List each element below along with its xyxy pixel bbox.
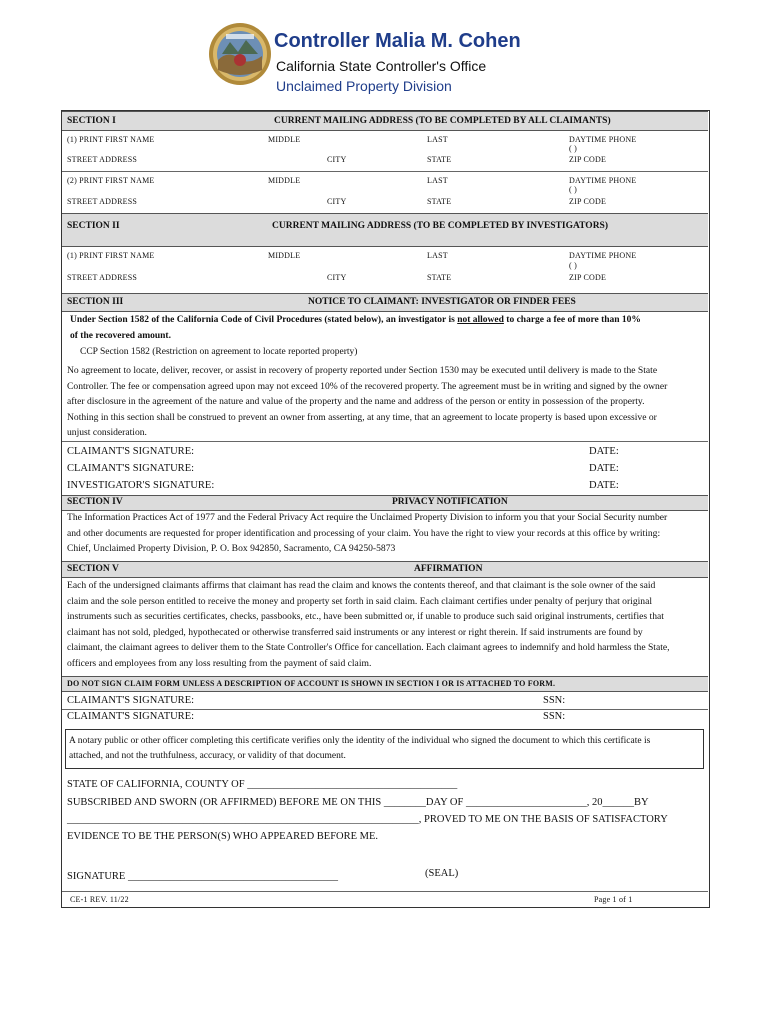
- section-3-title: NOTICE TO CLAIMANT: INVESTIGATOR OR FINDER FEES: [308, 297, 576, 307]
- claimant-1-first-name-label[interactable]: (1) PRINT FIRST NAME: [67, 135, 155, 144]
- affirmation-text: Each of the undersigned claimants affirms that claimant has read the claim and knows the contents thereof, and that claimant is the sole owner of the said claim and the sole person entitled to receive the money and property set forth in said claim. Each claimant certifies under penalty of perjury that original instruments such as securities certificates, checks, passbooks, etc., have been submitted or, if unable to produce such said original instruments, certifies that claimant has not sold, pledged, hypothecated or otherwise transferred said instruments or any interest or right therein. If said instruments are found by claimant, the claimant agrees to deliver them to the State Controller's Office for cancellation. Each claimant agrees to indemnify and hold harmless the State, officers and employees from any loss resulting from the payment of said claim.: [67, 580, 670, 669]
- claimant-2-middle-label[interactable]: MIDDLE: [268, 176, 301, 185]
- section-2-label: SECTION II: [67, 221, 120, 231]
- investigator-fee-notice-cont: of the recovered amount.: [70, 331, 171, 341]
- ccp-section-title: CCP Section 1582 (Restriction on agreement to locate reported property): [80, 347, 358, 357]
- claimant-2-street-label[interactable]: STREET ADDRESS: [67, 197, 137, 206]
- notary-county-line[interactable]: STATE OF CALIFORNIA, COUNTY OF ________________________________________: [67, 779, 458, 790]
- investigator-street-label[interactable]: STREET ADDRESS: [67, 273, 137, 282]
- claimant-signature-1-label[interactable]: CLAIMANT'S SIGNATURE:: [67, 446, 195, 457]
- investigator-zip-label[interactable]: ZIP CODE: [569, 273, 607, 282]
- claimant-1-state-label[interactable]: STATE: [427, 155, 452, 164]
- notary-disclaimer-box: [65, 729, 704, 769]
- privacy-notification-text: The Information Practices Act of 1977 and the Federal Privacy Act require the Unclaimed Property Division to inform you that your Social Security number and other documents are requested for proper identification and processing of your claim. You have the right to view your records at this office by writing: Chief, Unclaimed Property Division, P. O. Box 942850, Sacramento, CA 94250-5873: [67, 512, 668, 555]
- california-state-seal-icon: [208, 20, 272, 90]
- notary-proved-line[interactable]: ___________________________________________________________________, PROVED TO ME ON THE BASIS OF SATISFACTORY: [67, 814, 668, 825]
- claimant-signature-2-label[interactable]: CLAIMANT'S SIGNATURE:: [67, 463, 195, 474]
- claimant-2-phone-label[interactable]: DAYTIME PHONE: [569, 176, 637, 185]
- claimant-1-middle-label[interactable]: MIDDLE: [268, 135, 301, 144]
- section-4-title: PRIVACY NOTIFICATION: [392, 497, 508, 507]
- section-5-label: SECTION V: [67, 564, 119, 574]
- divider: [62, 171, 708, 172]
- date-3-label[interactable]: DATE:: [589, 480, 619, 491]
- claimant-2-city-label[interactable]: CITY: [327, 197, 347, 206]
- divider: [62, 441, 708, 442]
- office-name: California State Controller's Office: [276, 58, 487, 74]
- investigator-fee-notice: Under Section 1582 of the California Code of Civil Procedures (stated below), an investigator is not allowed to charge a fee of more than 10%: [70, 315, 641, 325]
- affirmation-signature-1-label[interactable]: CLAIMANT'S SIGNATURE:: [67, 695, 195, 706]
- section-1-label: SECTION I: [67, 116, 116, 126]
- investigator-phone-label[interactable]: DAYTIME PHONE: [569, 251, 637, 260]
- section-3-label: SECTION III: [67, 297, 124, 307]
- investigator-middle-label[interactable]: MIDDLE: [268, 251, 301, 260]
- claimant-2-first-name-label[interactable]: (2) PRINT FIRST NAME: [67, 176, 155, 185]
- claimant-1-zip-label[interactable]: ZIP CODE: [569, 155, 607, 164]
- notary-disclaimer-line-1: A notary public or other officer completing this certificate verifies only the identity of the individual who signed the document to which this certificate is: [69, 736, 651, 746]
- section-4-header: [62, 495, 708, 511]
- divider: [62, 891, 708, 892]
- section-5-header: [62, 561, 708, 578]
- affirmation-signature-2-label[interactable]: CLAIMANT'S SIGNATURE:: [67, 711, 195, 722]
- do-not-sign-warning: DO NOT SIGN CLAIM FORM UNLESS A DESCRIPTION OF ACCOUNT IS SHOWN IN SECTION I OR IS ATTACHED TO FORM.: [67, 679, 556, 688]
- section-4-label: SECTION IV: [67, 497, 123, 507]
- notary-sworn-line[interactable]: SUBSCRIBED AND SWORN (OR AFFIRMED) BEFORE ME ON THIS ________DAY OF _______________________, 20______BY: [67, 797, 649, 808]
- investigator-city-label[interactable]: CITY: [327, 273, 347, 282]
- claimant-1-phone-label[interactable]: DAYTIME PHONE: [569, 135, 637, 144]
- section-1-title: CURRENT MAILING ADDRESS (TO BE COMPLETED BY ALL CLAIMANTS): [274, 116, 611, 126]
- section-5-title: AFFIRMATION: [414, 564, 483, 574]
- form-id: CE-1 REV. 11/22: [70, 895, 129, 904]
- divider: [62, 709, 708, 710]
- claimant-2-last-label[interactable]: LAST: [427, 176, 448, 185]
- date-2-label[interactable]: DATE:: [589, 463, 619, 474]
- claimant-1-last-label[interactable]: LAST: [427, 135, 448, 144]
- claimant-1-street-label[interactable]: STREET ADDRESS: [67, 155, 137, 164]
- investigator-state-label[interactable]: STATE: [427, 273, 452, 282]
- date-1-label[interactable]: DATE:: [589, 446, 619, 457]
- investigator-first-name-label[interactable]: (1) PRINT FIRST NAME: [67, 251, 155, 260]
- ssn-2-label[interactable]: SSN:: [543, 711, 566, 722]
- section-2-title: CURRENT MAILING ADDRESS (TO BE COMPLETED BY INVESTIGATORS): [272, 221, 608, 231]
- claimant-2-zip-label[interactable]: ZIP CODE: [569, 197, 607, 206]
- notary-seal-label: (SEAL): [425, 868, 459, 879]
- notary-signature-line[interactable]: SIGNATURE ________________________________________: [67, 871, 338, 882]
- claimant-1-city-label[interactable]: CITY: [327, 155, 347, 164]
- claimant-2-phone-format: ( ): [569, 185, 577, 194]
- division-name: Unclaimed Property Division: [276, 78, 452, 94]
- claim-form: [61, 110, 710, 908]
- controller-name: Controller Malia M. Cohen: [274, 30, 521, 52]
- investigator-last-label[interactable]: LAST: [427, 251, 448, 260]
- investigator-signature-label[interactable]: INVESTIGATOR'S SIGNATURE:: [67, 480, 215, 491]
- page-number: Page 1 of 1: [594, 895, 633, 904]
- ccp-section-text: No agreement to locate, deliver, recover, or assist in recovery of property reported under Section 1530 may be executed until delivery is made to the State Controller. The fee or compensation agreed upon may not exceed 10% of the recovered property. The agreement must be in writing and signed by the owner after disclosure in the agreement of the nature and value of the property and the name and address of the person or entity in possession of the property. Nothing in this section shall be construed to prevent an owner from asserting, at any time, that an agreement to locate property is based upon excessive or unjust consideration.: [67, 365, 668, 439]
- ssn-1-label[interactable]: SSN:: [543, 695, 566, 706]
- claimant-1-phone-format: ( ): [569, 144, 577, 153]
- notary-evidence-line: EVIDENCE TO BE THE PERSON(S) WHO APPEARED BEFORE ME.: [67, 831, 379, 842]
- notary-disclaimer-line-2: attached, and not the truthfulness, accuracy, or validity of that document.: [69, 751, 346, 761]
- letterhead: [208, 20, 608, 100]
- investigator-phone-format: ( ): [569, 261, 577, 270]
- claimant-2-state-label[interactable]: STATE: [427, 197, 452, 206]
